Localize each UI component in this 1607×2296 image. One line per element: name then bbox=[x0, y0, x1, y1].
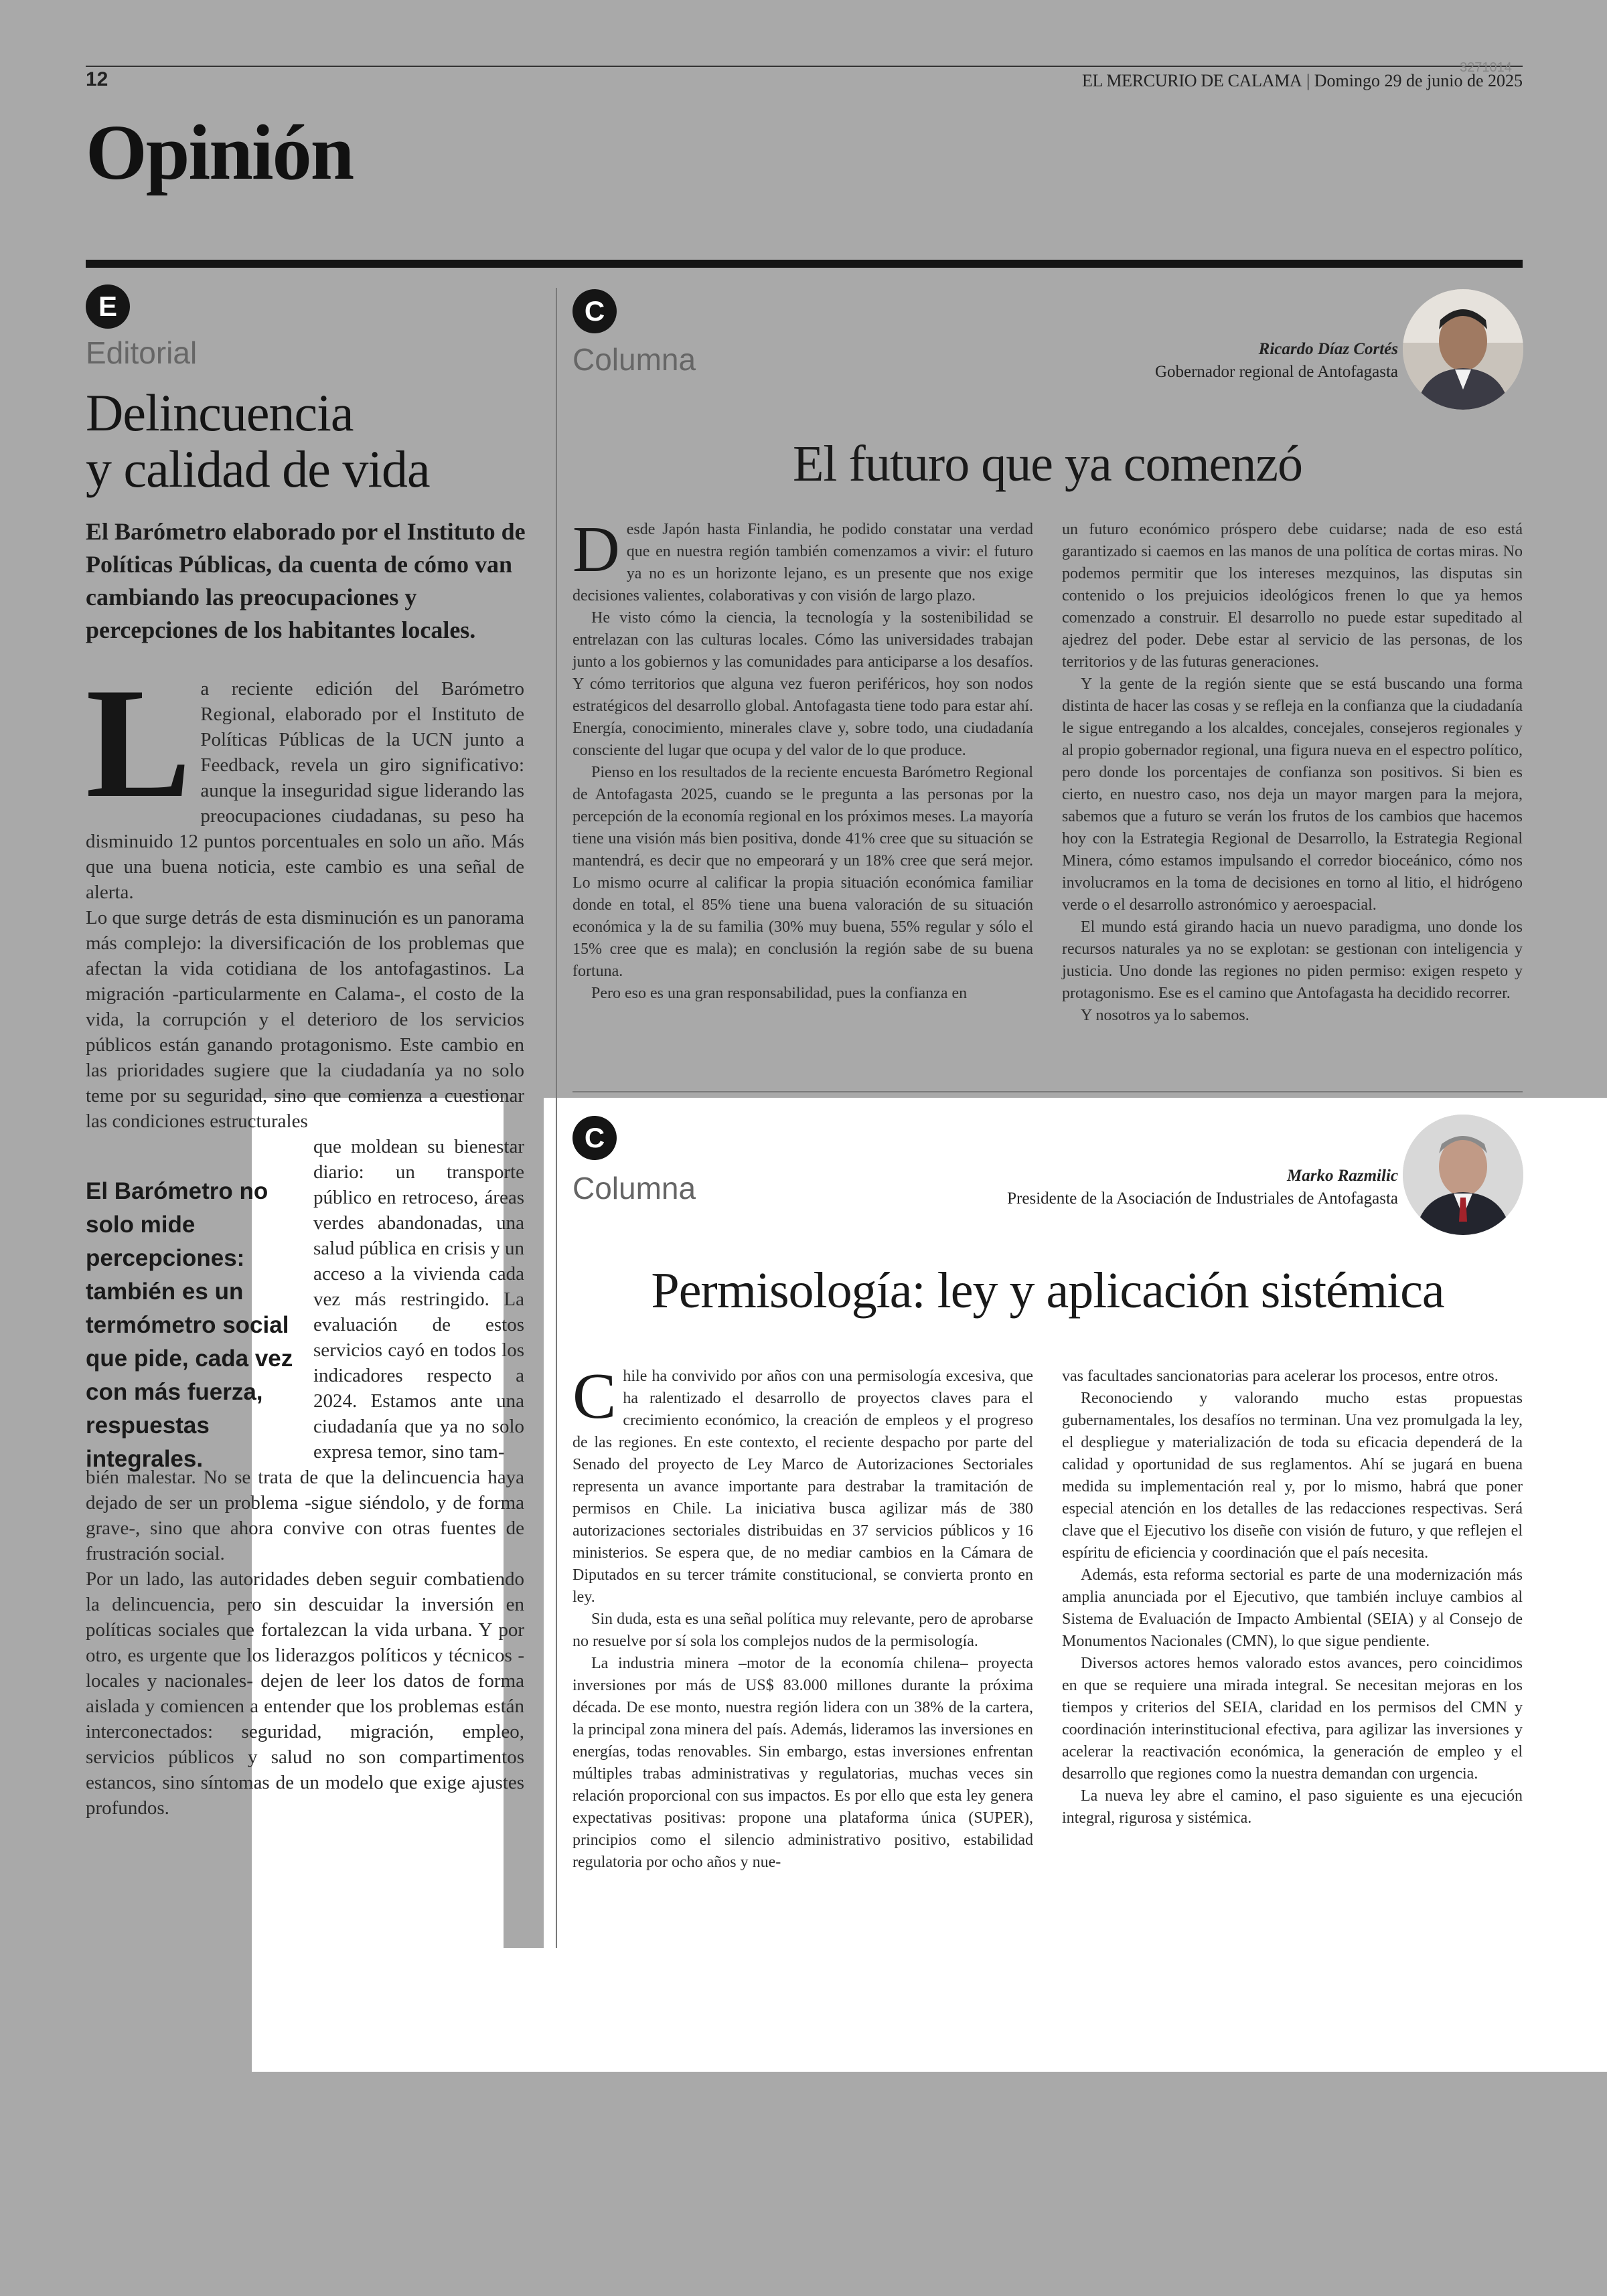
portrait-icon bbox=[1403, 289, 1523, 410]
column1-kicker: Columna bbox=[572, 342, 696, 377]
column1-p6: Y la gente de la región siente que se está buscando una forma distinta de hacer las cosas y se refleja en la confianza que la ciudadanía le sigue entregando a los alcaldes, concejales, consejeros regionales y al propio gobernador regional, una figura nueva en el espectro político, pero donde los porcentajes de confianza son positivos. Si bien es cierto, en nuestro caso, nos deja un mayor margen para la mejora, sabemos que a futuro se verán los frutos de los cambios que hacemos hoy con la Estrategia Regional de Desarrollo, la Estrategia Regional Minera, cómo estamos impulsando el corredor bioceánico, cómo nos involucramos en la toma de decisiones en torno al litio, el hidrógeno verde o el desarrollo astronómico y aeroespacial. bbox=[1062, 675, 1523, 914]
editorial-headline-line2: y calidad de vida bbox=[86, 440, 430, 498]
column1-p8: Y nosotros ya lo sabemos. bbox=[1081, 1007, 1249, 1024]
editorial-headline-line1: Delincuencia bbox=[86, 384, 354, 442]
page-number: 12 bbox=[86, 68, 108, 90]
editorial-dropcap: L bbox=[86, 656, 192, 831]
column1-badge: C bbox=[572, 289, 617, 333]
publication-date: Domingo 29 de junio de 2025 bbox=[1314, 71, 1523, 90]
column1-paragraph bbox=[572, 513, 1033, 607]
editorial-pullquote: El Barómetro no solo mide percepciones: también es un termómetro social que pide, cada vez con más fuerza, respuestas integrales. bbox=[86, 1178, 293, 1472]
column2-author-title: Presidente de la Asociación de Industriales de Antofagasta bbox=[1007, 1190, 1398, 1208]
column2-badge: C bbox=[572, 1116, 617, 1160]
editorial-kicker: Editorial bbox=[86, 335, 198, 370]
editorial-p1: a reciente edición del Barómetro Regional, elaborado por el Instituto de Políticas Públicas de la UCN junto a Feedback, revela un giro significativo: aunque la inseguridad sigue liderando las preocupaciones ciudadanas, su peso ha disminuido 12 puntos porcentuales en solo un año. Más que una buena noticia, este cambio es una señal de alerta. bbox=[86, 678, 524, 903]
editorial-p2-end: bién malestar. No se trata de que la delincuencia haya dejado de ser un problema -sigue siéndolo, y de forma grave-, sino que ahora convive con otras fuentes de frustración social. bbox=[86, 1467, 524, 1564]
column1-author-title: Gobernador regional de Antofagasta bbox=[1154, 363, 1398, 381]
publication-name: EL MERCURIO DE CALAMA bbox=[1081, 71, 1302, 90]
publication-line bbox=[1082, 71, 1523, 91]
editorial-paragraph bbox=[86, 656, 524, 905]
column2-dropcap: C bbox=[572, 1360, 617, 1432]
editorial-lead: El Barómetro elaborado por el Instituto de Políticas Públicas, da cuenta de cómo van cambiando las preocupaciones y percepciones de los habitantes locales. bbox=[86, 518, 526, 643]
column2-p3: La industria minera –motor de la economía chilena– proyecta inversiones por más de US$ 83.000 millones durante la próxima década. De ese monto, nuestra región lidera con un 38% de la cartera, la principal zona minera del país. Además, lideramos las inversiones en energías, todas renovables. Sin embargo, estas inversiones enfrentan múltiples trabas administrativas y regulatorias, muchas veces sin relación proporcional con sus impactos. Es por ello que esta ley genera expectativas positivas: propone una plataforma única (SUPER), principios como el silencio administrativo positivo, estabilidad regulatoria por ocho años y nue- bbox=[572, 1655, 1033, 1871]
column2-p6: Además, esta reforma sectorial es parte de una modernización más amplia anunciada por el Ejecutivo, que también incluye cambios al Sistema de Evaluación de Impacto Ambiental (SEIA) y al Consejo de Monumentos Nacionales (CMN), lo que sigue pendiente. bbox=[1062, 1566, 1523, 1650]
column1-p2: He visto cómo la ciencia, la tecnología y la sostenibilidad se entrelazan con las culturas locales. Cómo las universidades trabajan junto a los gobiernos y las comunidades para anticiparse a los desafíos. Y cómo territorios que alguna vez fueron periféricos, hoy son nodos estratégicos del desarrollo global. Antofagasta tiene todo para estar ahí. Energía, conocimiento, minerales clave y, sobre todo, una ciudadanía consciente del lugar que ocupa y del valor de lo que produce. bbox=[572, 609, 1033, 759]
column1-p4: Pero eso es una gran responsabilidad, pues la confianza en bbox=[591, 985, 968, 1002]
editorial-badge: E bbox=[86, 284, 130, 329]
column1-text-left bbox=[572, 513, 1033, 1005]
column2-kicker: Columna bbox=[572, 1171, 696, 1206]
portrait-icon bbox=[1403, 1115, 1523, 1235]
column-divider-editorial bbox=[556, 288, 557, 1948]
column1-p3: Pienso en los resultados de la reciente encuesta Barómetro Regional de Antofagasta 2025, cuando se le pregunta a las personas por la percepción de la economía regional en los próximos meses. La mayoría tiene una visión más bien positiva, donde 41% cree que su situación se mantendrá, es decir que no empeorará y un 18% cree que será mejor. Lo mismo ocurre al calificar la propia situación económica familiar donde en total, el 85% tiene una buena valoración de su situación económica y la de su familia (30% muy buena, 55% regular y sólo el 15% cree que es mala); en conclusión la región sabe de su buena fortuna. bbox=[572, 764, 1033, 980]
column1-author-photo bbox=[1403, 289, 1523, 410]
column1-author bbox=[929, 338, 1398, 384]
column2-p5: Reconociendo y valorando mucho estas propuestas gubernamentales, los desafíos no terminan. Una vez promulgada la ley, el despliegue y materialización de toda su eficacia dependerá de la calidad y oportunidad de sus reglamentos. Ahí se jugará en buena medida su implementación real y, por lo mismo, habrá que poner especial atención en los detalles de las redacciones respectivas. Será clave que el Ejecutivo los diseñe con visión de futuro, y que reflejen el espíritu de eficiencia y coordinación que el país necesita. bbox=[1062, 1390, 1523, 1562]
editorial-p2: Lo que surge detrás de esta disminución es un panorama más complejo: la diversificación de los problemas que afectan la vida cotidiana de los antofagastinos. La migración -particularmente en Calama-, el costo de la vida, la corrupción y el deterioro de los servicios públicos están ganando protagonismo. Este cambio en las prioridades sugiere que la ciudadanía ya no solo teme por su seguridad, sino que comienza a cuestionar las condiciones estructurales bbox=[86, 907, 524, 1132]
column1-p7: El mundo está girando hacia un nuevo paradigma, uno donde los recursos naturales ya no se explotan: se gestionan con inteligencia y justicia. Uno donde las regiones no piden permiso: exigen respeto y protagonismo. Ese es el camino que Antofagasta ha decidido recorrer. bbox=[1062, 918, 1523, 1002]
column2-headline: Permisología: ley y aplicación sistémica bbox=[651, 1262, 1444, 1319]
column2-author-name: Marko Razmilic bbox=[1287, 1167, 1398, 1185]
separator: | bbox=[1306, 71, 1314, 90]
section-title: Opinión bbox=[86, 108, 354, 196]
column1-dropcap: D bbox=[572, 513, 620, 586]
column2-author-photo bbox=[1403, 1115, 1523, 1235]
editorial-p2-cont: que moldean su bienestar diario: un transporte público en retroceso, áreas verdes abandonadas, una salud pública en crisis y un acceso a la vivienda cada vez más restringido. La evaluación de estos servicios cayó en todos los indicadores respecto a 2024. Estamos ante una ciudadanía que ya no solo expresa temor, sino tam- bbox=[313, 1136, 524, 1463]
column2-text-left bbox=[572, 1360, 1033, 1874]
header-rule bbox=[86, 66, 1523, 67]
page-code: 3271014 bbox=[1460, 60, 1512, 75]
column-divider-horizontal bbox=[572, 1091, 1523, 1092]
column1-text-right bbox=[1062, 519, 1523, 1027]
column1-headline: El futuro que ya comenzó bbox=[792, 436, 1303, 492]
column2-paragraph bbox=[572, 1360, 1033, 1609]
column2-text-right bbox=[1062, 1366, 1523, 1829]
column2-p1: hile ha convivido por años con una permisología excesiva, que ha ralentizado el desarrollo de proyectos claves para el crecimiento económico, la creación de empleos y el progreso de las regiones. En este contexto, el reciente despacho por parte del Senado del proyecto de Ley Marco de Autorizaciones Sectoriales representa un avance importante para destrabar la tramitación de permisos en Chile. La iniciativa busca agilizar más de 380 autorizaciones sectoriales distribuidas en 37 servicios públicos y 16 ministerios. Se espera que, de no mediar cambios en la Cámara de Diputados en su tercer trámite constitucional, se convierta pronto en ley. bbox=[572, 1368, 1033, 1606]
editorial-p3: Por un lado, las autoridades deben seguir combatiendo la delincuencia, pero sin descuidar la inversión en políticas sociales que fortalezcan la vida urbana. Y por otro, es urgente que los liderazgos políticos y técnicos -locales y nacionales- dejen de leer los datos de forma aislada y comiencen a entender que los problemas están interconectados: seguridad, migración, empleo, servicios públicos y salud no son compartimentos estancos, sino síntomas de un modelo que exige ajustes profundos. bbox=[86, 1568, 524, 1819]
column1-author-name: Ricardo Díaz Cortés bbox=[1258, 340, 1398, 358]
column2-p4: vas facultades sancionatorias para acelerar los procesos, entre otros. bbox=[1062, 1368, 1499, 1385]
editorial-headline bbox=[86, 385, 541, 497]
column1-p5: un futuro económico próspero debe cuidarse; nada de eso está garantizado si caemos en las manos de una política de cortas miras. No podemos permitir que los intereses mezquinos, las disputas sin contenido o los prejuicios ideológicos frenen lo que ya hemos comenzado a construir. El desarrollo no puede estar supeditado al ajedrez del poder. Debe estar al servicio de las personas, de los territorios y de las futuras generaciones. bbox=[1062, 521, 1523, 671]
column2-author bbox=[862, 1165, 1398, 1210]
column1-p1: esde Japón hasta Finlandia, he podido constatar una verdad que en nuestra región también comenzamos a vivir: el futuro ya no es un horizonte lejano, es un presente que nos exige decisiones valientes, colaborativas y con visión de largo plazo. bbox=[572, 521, 1033, 604]
column2-p7: Diversos actores hemos valorado estos avances, pero coincidimos en que se requiere una mirada integral. Se necesitan mejoras en los tiempos y criterios del SEIA, claridad en los permisos del CMN y coordinación interinstitucional efectiva, para agilizar las inversiones y acelerar la reactivación económica, la generación de empleo y el desarrollo que regiones como la nuestra demandan con urgencia. bbox=[1062, 1655, 1523, 1783]
column2-p8: La nueva ley abre el camino, el paso siguiente es una ejecución integral, rigurosa y sistémica. bbox=[1062, 1787, 1523, 1827]
section-rule bbox=[86, 260, 1523, 268]
column2-p2: Sin duda, esta es una señal política muy relevante, pero de aprobarse no resuelve por sí sola los complejos nudos de la permisología. bbox=[572, 1611, 1033, 1650]
